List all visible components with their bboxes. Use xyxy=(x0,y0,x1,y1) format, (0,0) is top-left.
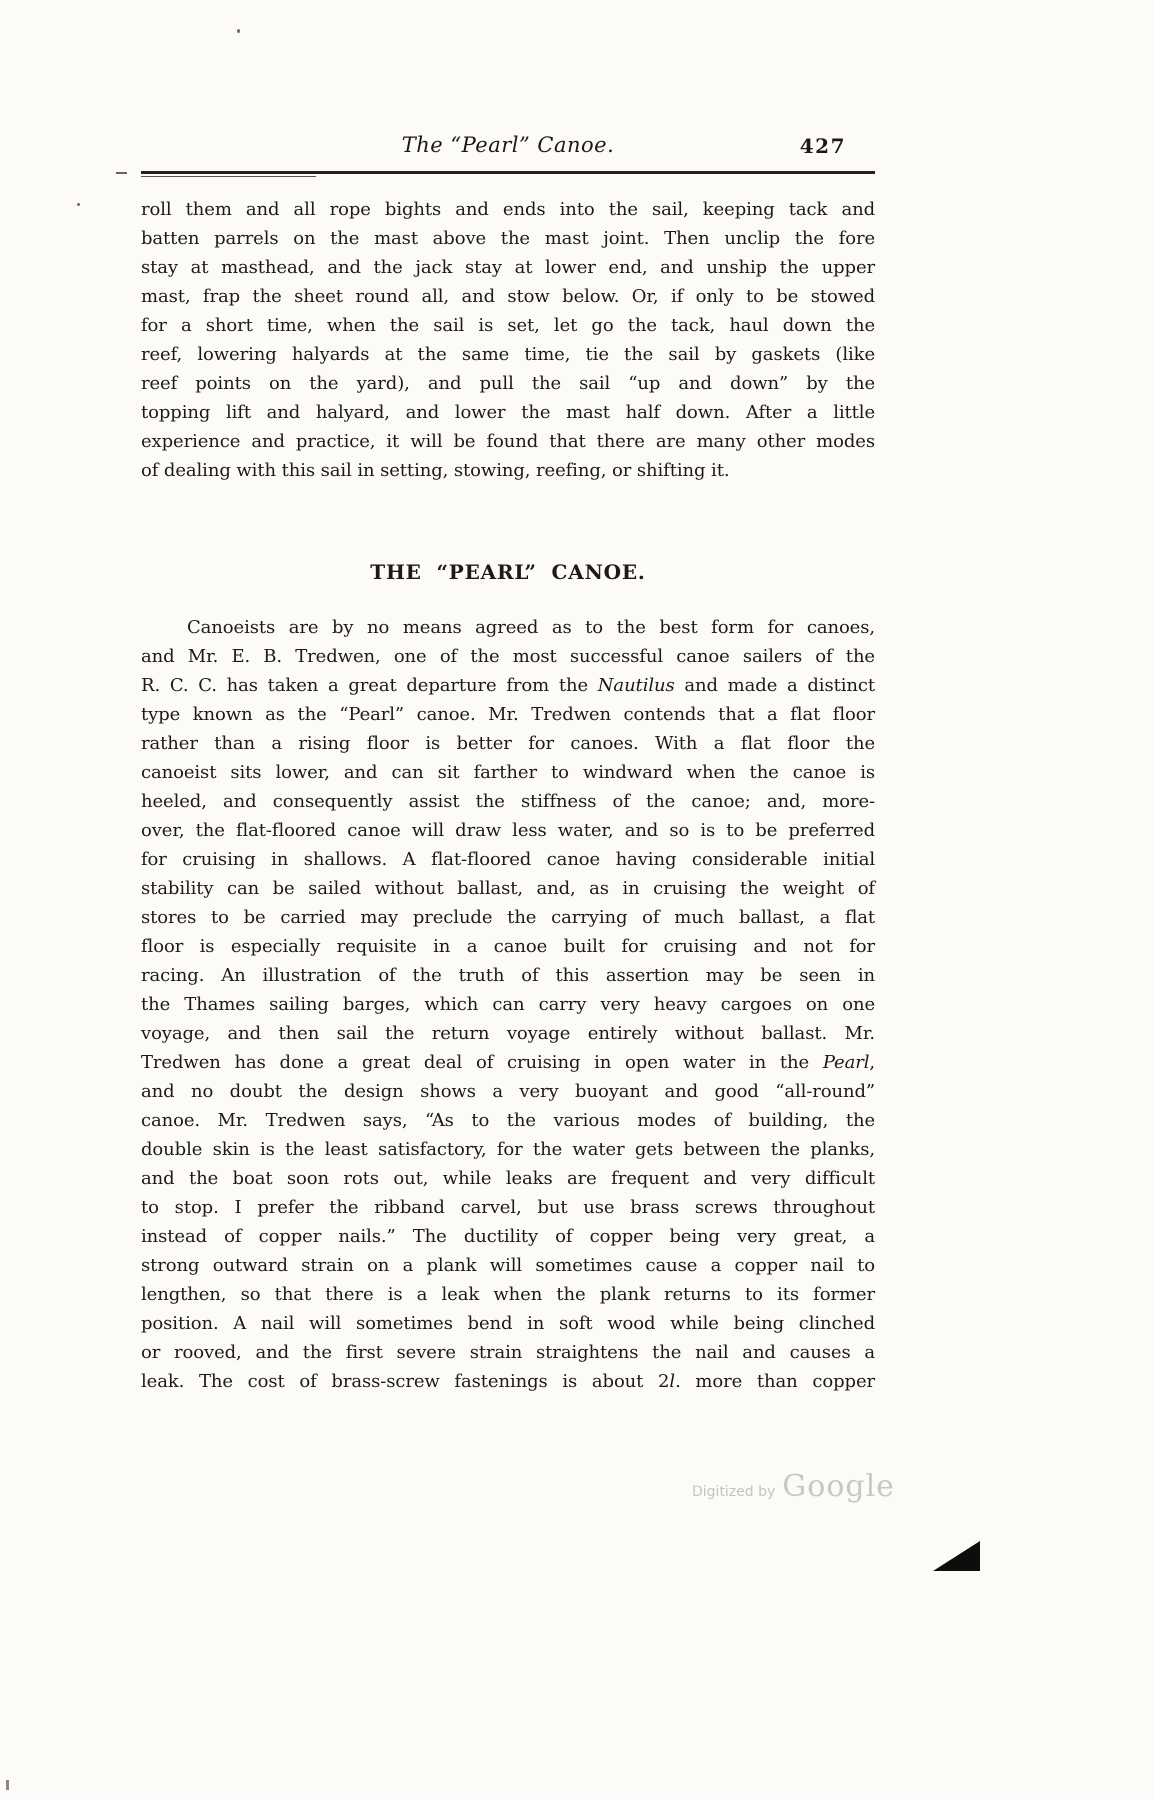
text-line: floor is especially requisite in a canoe built for cruising and not for xyxy=(141,936,875,957)
text-line: reef points on the yard), and pull the sail “up and down” by the xyxy=(141,373,875,394)
text-line: lengthen, so that there is a leak when the plank returns to its former xyxy=(141,1284,875,1305)
text-line: the Thames sailing barges, which can carry very heavy cargoes on one xyxy=(141,994,875,1015)
running-header-title: The “Pearl” Canoe. xyxy=(401,133,615,157)
text-line: and no doubt the design shows a very buoyant and good “all-round” xyxy=(141,1081,875,1102)
text-line: stores to be carried may preclude the carrying of much ballast, a flat xyxy=(141,907,875,928)
text-line: instead of copper nails.” The ductility of copper being very great, a xyxy=(141,1226,875,1247)
google-logo: Google xyxy=(782,1469,895,1504)
page-number: 427 xyxy=(799,134,846,158)
text-line: rather than a rising floor is better for canoes. With a flat floor the xyxy=(141,733,875,754)
text-line: and Mr. E. B. Tredwen, one of the most successful canoe sailers of the xyxy=(141,646,875,667)
scan-speck xyxy=(77,203,80,206)
text-line: of dealing with this sail in setting, stowing, reefing, or shifting it. xyxy=(141,460,730,481)
digitized-by-label: Digitized by xyxy=(692,1484,776,1500)
text-line: leak. The cost of brass-screw fastenings is about 2l. more than copper xyxy=(141,1371,876,1392)
section-heading: THE “PEARL” CANOE. xyxy=(370,560,646,584)
text-line: reef, lowering halyards at the same time, tie the sail by gaskets (like xyxy=(141,344,875,365)
text-line: heeled, and consequently assist the stiffness of the canoe; and, more- xyxy=(141,791,875,812)
scan-speck xyxy=(237,29,240,33)
text-line: stay at masthead, and the jack stay at lower end, and unship the upper xyxy=(141,257,875,278)
text-line: and the boat soon rots out, while leaks are frequent and very difficult xyxy=(141,1168,875,1189)
text-line: batten parrels on the mast above the mast joint. Then unclip the fore xyxy=(141,228,875,249)
digitization-watermark xyxy=(692,1469,895,1504)
page-content xyxy=(141,133,875,1396)
corner-fold-mark xyxy=(933,1541,980,1571)
header-divider-rule xyxy=(141,171,875,174)
text-line: roll them and all rope bights and ends into the sail, keeping tack and xyxy=(141,199,875,220)
text-line: or rooved, and the first severe strain straightens the nail and causes a xyxy=(141,1342,875,1363)
text-line: voyage, and then sail the return voyage entirely without ballast. Mr. xyxy=(141,1023,875,1044)
scan-artifact-dash xyxy=(116,172,127,174)
text-line: stability can be sailed without ballast, and, as in cruising the weight of xyxy=(141,878,875,899)
text-line: canoe. Mr. Tredwen says, “As to the various modes of building, the xyxy=(141,1110,875,1131)
text-line: topping lift and halyard, and lower the mast half down. After a little xyxy=(141,402,875,423)
text-line: Canoeists are by no means agreed as to the best form for canoes, xyxy=(187,617,875,638)
text-line: position. A nail will sometimes bend in soft wood while being clinched xyxy=(141,1313,875,1334)
text-line: double skin is the least satisfactory, for the water gets between the planks, xyxy=(141,1139,875,1160)
text-line: for cruising in shallows. A flat-floored canoe having considerable initial xyxy=(141,849,875,870)
scan-speck xyxy=(6,1780,9,1790)
paragraph-pearl-canoe xyxy=(141,613,875,1396)
text-line: experience and practice, it will be found that there are many other modes xyxy=(141,431,875,452)
text-line: mast, frap the sheet round all, and stow below. Or, if only to be stowed xyxy=(141,286,875,307)
text-line: over, the flat-floored canoe will draw less water, and so is to be preferred xyxy=(141,820,875,841)
text-line: R. C. C. has taken a great departure from the Nautilus and made a distinct xyxy=(141,675,875,696)
text-line: strong outward strain on a plank will sometimes cause a copper nail to xyxy=(141,1255,875,1276)
text-line: to stop. I prefer the ribband carvel, but use brass screws throughout xyxy=(141,1197,875,1218)
paragraph-sail-handling xyxy=(141,195,875,485)
running-header xyxy=(141,133,875,167)
text-line: racing. An illustration of the truth of this assertion may be seen in xyxy=(141,965,875,986)
text-line: type known as the “Pearl” canoe. Mr. Tredwen contends that a flat floor xyxy=(141,704,875,725)
text-line: canoeist sits lower, and can sit farther to windward when the canoe is xyxy=(141,762,875,783)
header-divider-underline xyxy=(141,176,316,177)
text-line: for a short time, when the sail is set, let go the tack, haul down the xyxy=(141,315,875,336)
text-line: Tredwen has done a great deal of cruising in open water in the Pearl, xyxy=(141,1052,875,1073)
